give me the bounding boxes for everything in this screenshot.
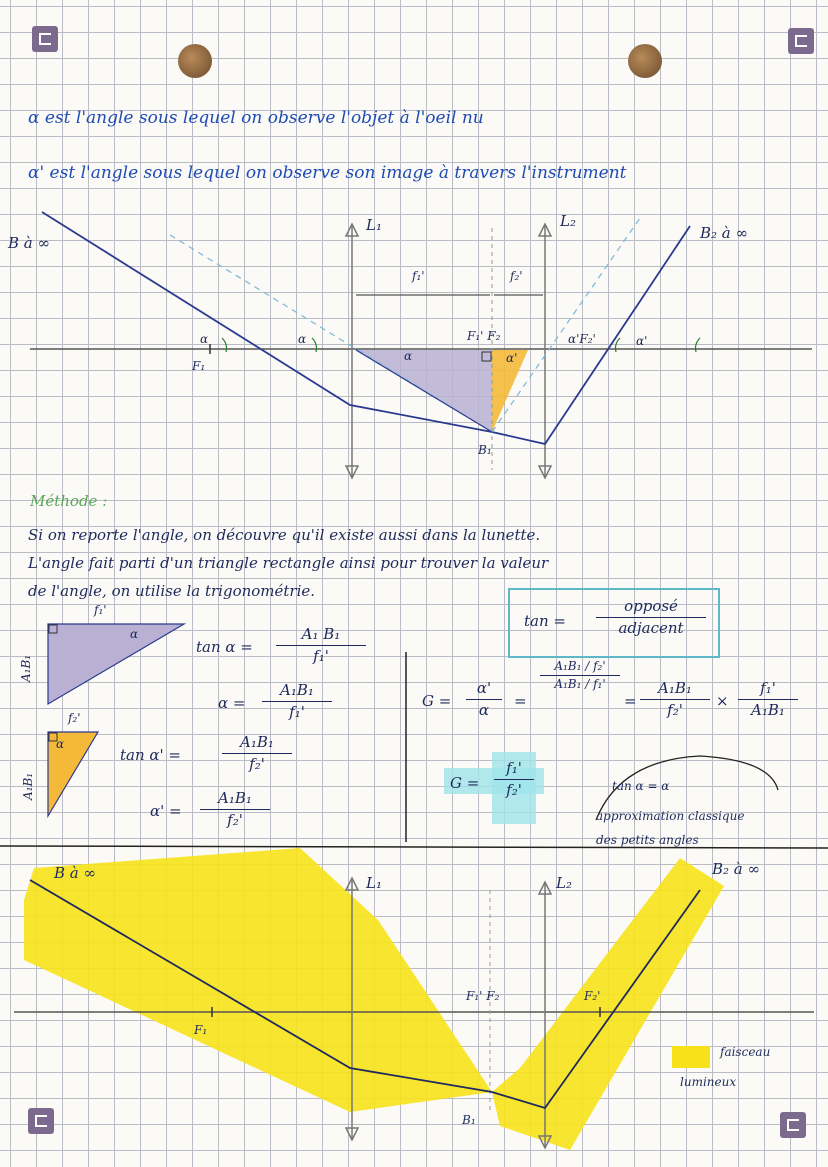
legend-label-2: lumineux <box>680 1075 737 1089</box>
approx-line-2: approximation classique <box>596 809 745 823</box>
g-e-num: f₁' <box>760 679 776 697</box>
tri1-side-label: A₁B₁ <box>19 654 33 682</box>
legend-label-1: faisceau <box>720 1045 771 1059</box>
note-line-2: α' est l'angle sous lequel on observe son image à travers l'instrument <box>28 163 627 183</box>
b2-infinity-label: B₂ à ∞ <box>700 224 749 242</box>
f2-prime-label: f₂' <box>510 269 523 283</box>
g-lhs: G = <box>422 692 452 710</box>
tan-def-num: opposé <box>624 597 678 615</box>
method-title: Méthode : <box>30 492 108 510</box>
b1-label: B₁ <box>478 443 492 457</box>
g-d-den: f₂' <box>667 700 683 719</box>
alpha-prime-den: f₂' <box>227 810 243 829</box>
tan-alpha-num: A₁ B₁ <box>301 625 341 643</box>
alpha-prime-label-2: α' <box>636 334 648 348</box>
g-eq-1: = <box>514 692 527 710</box>
alpha-prime-label-1: α' <box>506 351 518 365</box>
legend-swatch <box>672 1046 710 1068</box>
f1p-f2-label-2: F₁' F₂ <box>466 989 500 1003</box>
g-d-num: A₁B₁ <box>658 679 692 697</box>
beam-right <box>492 858 724 1150</box>
b1-label-2: B₁ <box>462 1113 476 1127</box>
g-times: × <box>716 692 729 710</box>
alpha-label-3: α <box>404 349 413 363</box>
g-den: α <box>478 700 490 719</box>
g-eq-2: = <box>624 692 637 710</box>
g2-num: f₁' <box>506 759 522 777</box>
g-num: α' <box>476 679 492 697</box>
tri2-alpha-label: α <box>56 737 65 751</box>
g2-lhs: G = <box>450 774 480 792</box>
tan-alpha-den: f₁' <box>313 646 329 665</box>
tan-alpha-lhs: tan α = <box>196 638 253 656</box>
f1-label: F₁ <box>192 359 206 373</box>
method-line-3: de l'angle, on utilise la trigonométrie. <box>28 582 316 600</box>
tri2-top-label: f₂' <box>68 711 81 725</box>
g-e-den: A₁B₁ <box>751 700 785 719</box>
f2p-label-2: F₂' <box>584 989 601 1003</box>
alpha-lhs: α = <box>218 694 246 712</box>
alpha-num: A₁B₁ <box>280 681 314 699</box>
l1-label: L₁ <box>366 216 382 234</box>
tan-def-den: adjacent <box>618 618 684 637</box>
approx-line-1: tan α = α <box>612 779 670 793</box>
b-infinity-label: B à ∞ <box>8 234 50 252</box>
f2p-label: α'F₂' <box>568 332 596 346</box>
l1-label-2: L₁ <box>366 874 382 892</box>
g2-den: f₂' <box>506 780 522 799</box>
method-line-2: L'angle fait parti d'un triangle rectangle ainsi pour trouver la valeur <box>28 554 549 572</box>
l2-label-2: L₂ <box>556 874 572 892</box>
tan-alpha-prime-lhs: tan α' = <box>120 746 181 764</box>
f1-label-2: F₁ <box>194 1023 208 1037</box>
method-line-1: Si on reporte l'angle, on découvre qu'il existe aussi dans la lunette. <box>28 526 541 544</box>
tri2-side-label: A₁B₁ <box>21 772 35 800</box>
g-c-den: A₁B₁ / f₁' <box>554 677 606 692</box>
b2-infinity-label-2: B₂ à ∞ <box>712 860 761 878</box>
beam-left <box>24 848 492 1112</box>
tan-def-lhs: tan = <box>524 612 566 630</box>
note-line-1: α est l'angle sous lequel on observe l'objet à l'oeil nu <box>28 108 484 128</box>
alpha-label-2: α <box>298 332 307 346</box>
alpha-prime-num: A₁B₁ <box>218 789 252 807</box>
alpha-den: f₁' <box>289 702 305 721</box>
tri1-top-label: f₁' <box>94 603 107 617</box>
f1p-f2-label: F₁' F₂ <box>467 329 501 343</box>
f1-prime-label: f₁' <box>412 269 425 283</box>
tri1-alpha-label: α <box>130 627 139 641</box>
l2-label: L₂ <box>560 212 576 230</box>
alpha-label-1: α <box>200 332 209 346</box>
g-c-num: A₁B₁ / f₂' <box>554 659 606 673</box>
alpha-prime-lhs: α' = <box>150 802 182 820</box>
b-infinity-label-2: B à ∞ <box>54 864 96 882</box>
tan-alpha-prime-den: f₂' <box>249 754 265 773</box>
tan-alpha-prime-num: A₁B₁ <box>240 733 274 751</box>
approx-line-3: des petits angles <box>596 833 699 847</box>
